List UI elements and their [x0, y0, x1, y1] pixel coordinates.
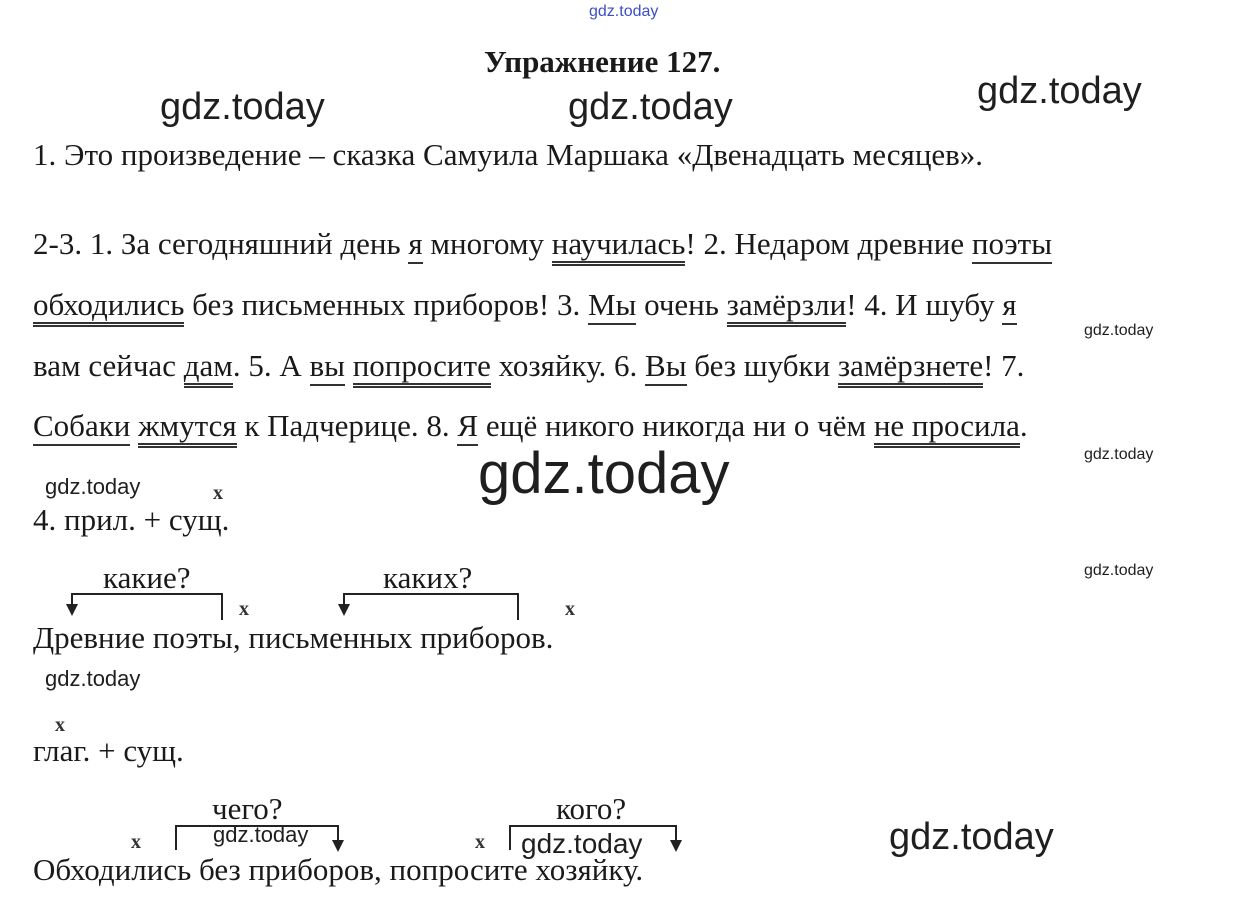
text-run: 2-3. 1. За сегодняшний день [33, 226, 409, 261]
predicate-underline: попросите [353, 348, 491, 388]
subject-underline: я [408, 226, 422, 264]
question-label: кого? [556, 791, 627, 826]
text-run: . 5. А [232, 348, 310, 383]
watermark: gdz.today [889, 816, 1054, 858]
example-2: Обходились без приборов, попросите хозяйку. [33, 852, 644, 887]
watermark: gdz.today [977, 70, 1142, 112]
main-word-mark: x [565, 598, 575, 620]
text-run: хозяйку. 6. [490, 348, 646, 383]
dependency-arrow [344, 594, 518, 620]
subject-underline: Мы [588, 287, 636, 325]
predicate-underline: замёрзнете [838, 348, 983, 388]
text-run: ! 2. Недаром древние [685, 226, 972, 261]
section-4-header-2: глаг. + сущ. [33, 733, 184, 768]
main-word-mark: x [55, 714, 65, 736]
main-word-mark: x [131, 831, 141, 853]
predicate-underline: замёрзли [727, 287, 847, 327]
watermark: gdz.today [45, 474, 141, 499]
watermark: gdz.today [1084, 446, 1154, 463]
watermark: gdz.today [1084, 322, 1154, 339]
text-run: ещё никого никогда ни о чём [478, 408, 874, 443]
text-run: ! 7. [983, 348, 1025, 383]
watermark: gdz.today [568, 86, 733, 128]
watermark: gdz.today [45, 666, 141, 691]
text-run: . [1019, 408, 1028, 443]
text-run: очень [636, 287, 727, 322]
text-run: многому [422, 226, 552, 261]
text-run: к Падчерице. 8. [236, 408, 458, 443]
arrow-head [66, 604, 78, 616]
text-run: без шубки [686, 348, 838, 383]
main-word-mark: x [475, 831, 485, 853]
subject-underline: вы [310, 348, 345, 386]
dependency-arrow [72, 594, 222, 620]
paragraph-1: 1. Это произведение – сказка Самуила Маршака «Двенадцать месяцев». [33, 137, 984, 172]
arrow-head [670, 840, 682, 852]
predicate-underline: обходились [33, 287, 184, 327]
watermark: gdz.today [1084, 562, 1154, 579]
main-word-mark: x [239, 598, 249, 620]
watermark: gdz.today [213, 822, 309, 847]
section-4-header: 4. прил. + сущ. [33, 502, 230, 537]
predicate-underline: дам [184, 348, 233, 388]
example-1: Древние поэты, письменных приборов. [33, 620, 554, 655]
predicate-underline: не просила [874, 408, 1020, 448]
predicate-underline: жмутся [138, 408, 236, 448]
arrow-head [338, 604, 350, 616]
text-run: вам сейчас [33, 348, 184, 383]
text-run: ! 4. И шубу [846, 287, 1003, 322]
watermark: gdz.today [521, 828, 643, 859]
subject-underline: Я [457, 408, 478, 446]
watermark-large: gdz.today [478, 441, 730, 506]
arrow-head [332, 840, 344, 852]
question-label: какие? [103, 560, 191, 595]
watermark: gdz.today [160, 86, 325, 128]
predicate-underline: научилась [552, 226, 686, 266]
watermark-top: gdz.today [589, 3, 659, 20]
main-word-mark: x [213, 482, 223, 504]
subject-underline: Вы [645, 348, 687, 386]
question-label: каких? [383, 560, 473, 595]
exercise-title: Упражнение 127. [484, 44, 721, 79]
text-run: без письменных приборов! 3. [184, 287, 588, 322]
question-label: чего? [212, 791, 283, 826]
subject-underline: я [1002, 287, 1016, 325]
subject-underline: Собаки [33, 408, 130, 446]
subject-underline: поэты [972, 226, 1052, 264]
